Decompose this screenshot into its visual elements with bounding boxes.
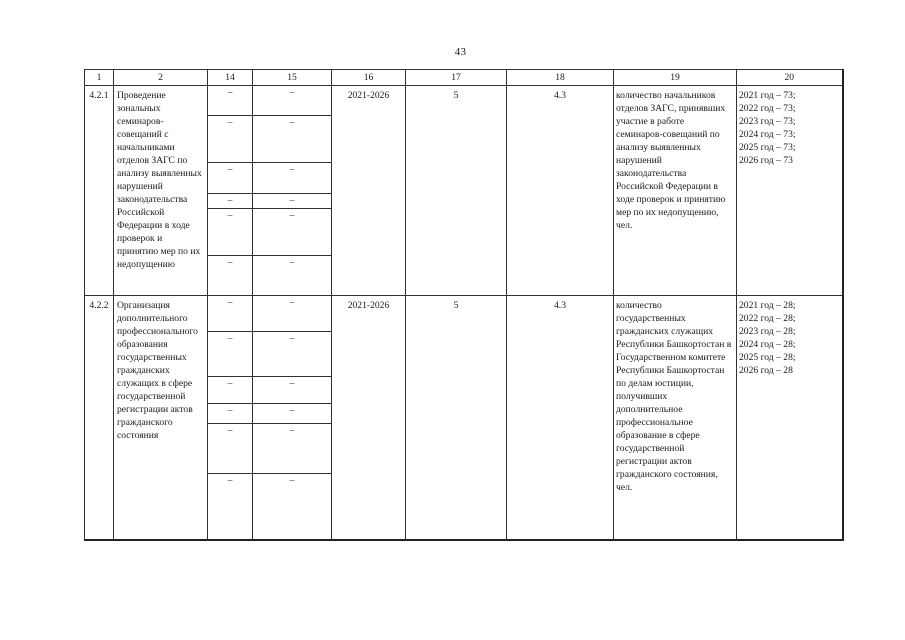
table-row	[85, 86, 843, 116]
dash-cell: –	[208, 86, 253, 116]
col18-cell: 4.3	[507, 86, 614, 296]
dash-cell: –	[208, 424, 253, 474]
dash-cell: –	[253, 256, 332, 296]
dash-cell: –	[253, 115, 332, 162]
dash-cell: –	[253, 331, 332, 377]
period-cell: 2021-2026	[332, 86, 406, 296]
year-value: 2023 год – 73;	[739, 116, 796, 128]
col17-cell: 5	[406, 86, 507, 296]
col18-cell: 4.3	[507, 296, 614, 540]
col17-cell: 5	[406, 296, 507, 540]
indicator-cell: количество начальников отделов ЗАГС, принявших участие в работе семинаров-совещаний по анализу выявленных нарушений законодательства Российской Федерации в ходе проверок и принятию мер по их недопущению, чел.	[614, 86, 737, 296]
header-cell: 1	[85, 70, 114, 86]
dash-cell: –	[208, 162, 253, 194]
dash-cell: –	[253, 474, 332, 540]
year-value: 2025 год – 73;	[739, 142, 796, 154]
dash-cell: –	[208, 194, 253, 209]
year-value: 2021 год – 73;	[739, 90, 796, 102]
header-cell: 17	[406, 70, 507, 86]
dash-cell: –	[208, 403, 253, 423]
dash-cell: –	[208, 115, 253, 162]
dash-cell: –	[208, 331, 253, 377]
header-row	[85, 70, 843, 86]
dash-cell: –	[208, 209, 253, 256]
year-value: 2022 год – 28;	[739, 313, 796, 325]
period-cell: 2021-2026	[332, 296, 406, 540]
header-cell: 14	[208, 70, 253, 86]
year-value: 2021 год – 28;	[739, 300, 796, 312]
dash-cell: –	[208, 377, 253, 403]
dash-cell: –	[253, 296, 332, 332]
dash-cell: –	[253, 209, 332, 256]
page-number: 43	[454, 46, 467, 58]
dash-cell: –	[253, 424, 332, 474]
row-name: Проведение зональных семинаров-совещаний с начальниками отделов ЗАГС по анализу выявленных нарушений законодательства Российской Федерации в ходе проверок и принятию мер по их недопущению	[114, 86, 208, 296]
header-cell: 20	[737, 70, 843, 86]
year-value: 2026 год – 28	[739, 365, 793, 377]
plan-table	[84, 69, 844, 541]
dash-cell: –	[253, 377, 332, 403]
dash-cell: –	[253, 162, 332, 194]
dash-cell: –	[253, 86, 332, 116]
dash-cell: –	[253, 403, 332, 423]
years-cell	[737, 296, 843, 540]
years-cell	[737, 86, 843, 296]
year-value: 2024 год – 28;	[739, 339, 796, 351]
header-cell: 16	[332, 70, 406, 86]
dash-cell: –	[208, 296, 253, 332]
row-number: 4.2.2	[85, 296, 114, 540]
dash-cell: –	[253, 194, 332, 209]
year-value: 2023 год – 28;	[739, 326, 796, 338]
year-value: 2025 год – 28;	[739, 352, 796, 364]
year-value: 2022 год – 73;	[739, 103, 796, 115]
row-name: Организация дополнительного профессионального образования государственных гражданских служащих в сфере государственной регистрации актов гражданского состояния	[114, 296, 208, 540]
header-cell: 19	[614, 70, 737, 86]
header-cell: 18	[507, 70, 614, 86]
row-number: 4.2.1	[85, 86, 114, 296]
year-value: 2026 год – 73	[739, 155, 793, 167]
table-row	[85, 296, 843, 332]
header-cell: 2	[114, 70, 208, 86]
header-cell: 15	[253, 70, 332, 86]
indicator-cell: количество государственных гражданских служащих Республики Башкортостан в Государственном комитете Республики Башкортостан по делам юстиции, получивших дополнительное профессиональное образование в сфере государственной регистрации актов гражданского состояния, чел.	[614, 296, 737, 540]
year-value: 2024 год – 73;	[739, 129, 796, 141]
dash-cell: –	[208, 474, 253, 540]
dash-cell: –	[208, 256, 253, 296]
